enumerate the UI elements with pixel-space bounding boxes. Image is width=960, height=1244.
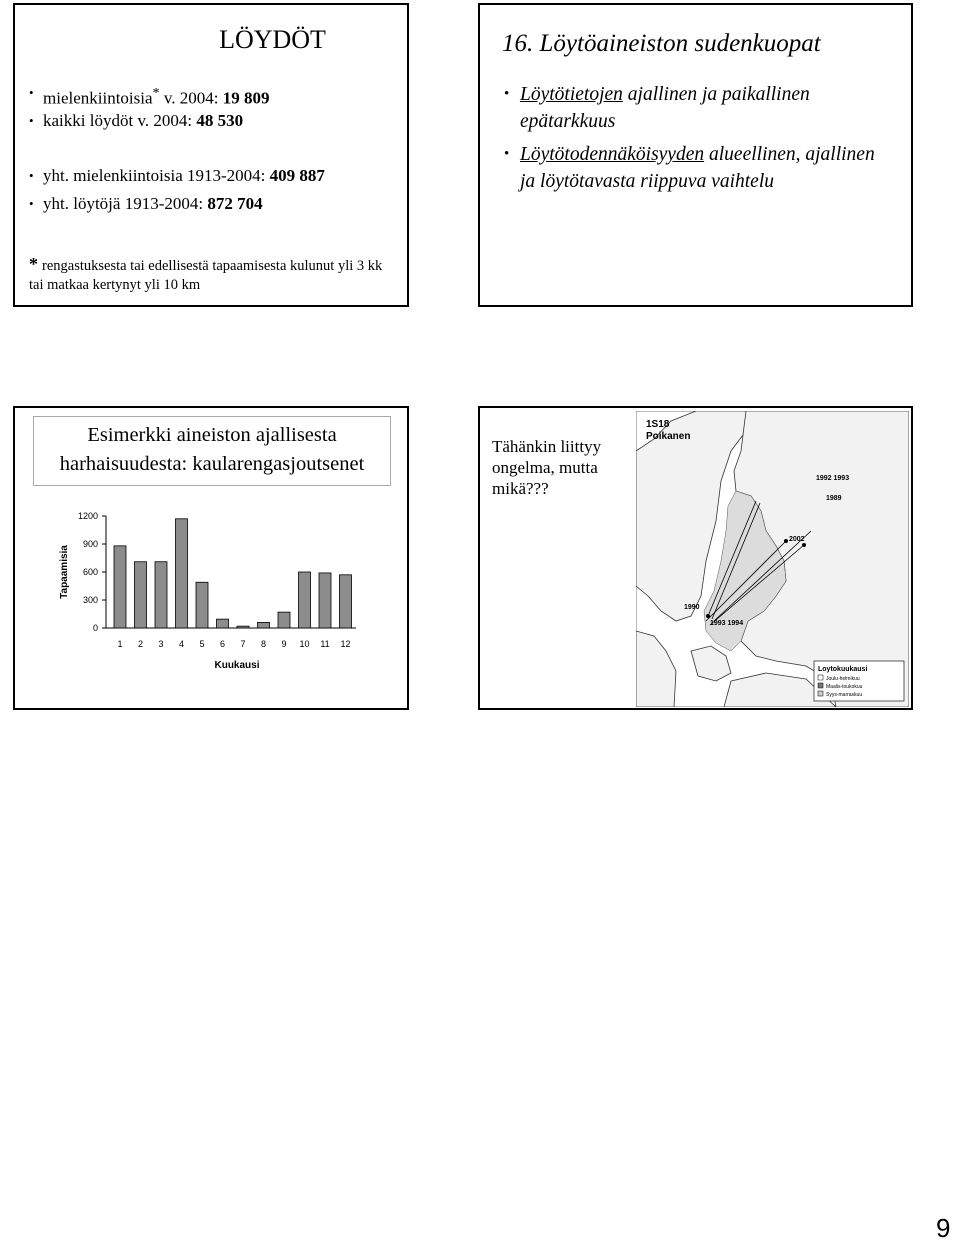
bullet-text: v. 2004: <box>159 88 223 108</box>
bar <box>319 573 331 628</box>
map-title: 1S18 <box>646 419 670 430</box>
text-line: ongelma, mutta <box>492 458 598 477</box>
bar <box>217 619 229 628</box>
slide-title: 16. Löytöaineiston sudenkuopat <box>502 30 821 57</box>
map-subtitle: Poikanen <box>646 431 691 442</box>
bar <box>196 582 208 628</box>
bar <box>237 626 249 628</box>
map-marker <box>706 614 710 618</box>
footnote-star: * <box>152 85 160 101</box>
x-tick-label: 11 <box>320 639 330 649</box>
list-item <box>29 162 325 190</box>
bar <box>299 572 311 628</box>
y-axis-label: Tapaamisia <box>59 545 70 599</box>
y-tick-label: 900 <box>82 539 98 549</box>
bullet-text: ajallinen ja paikallinen epätarkkuus <box>520 84 810 132</box>
text-line: Tähänkin liittyy <box>492 437 602 456</box>
bullet-text: yht. mielenkiintoisia 1913-2004: <box>43 166 270 185</box>
x-tick-label: 9 <box>281 639 287 649</box>
legend-item: Syys-marraskuu <box>826 692 863 698</box>
recovery-map <box>636 411 909 707</box>
slide-title: LÖYDÖT <box>219 25 326 54</box>
bar <box>114 546 126 628</box>
bullet-text: yht. löytöjä 1913-2004: <box>43 194 208 213</box>
y-tick-label: 0 <box>92 623 98 633</box>
y-tick-label: 300 <box>82 595 98 605</box>
bullet-value: 872 704 <box>207 194 263 213</box>
y-tick-label: 600 <box>82 567 98 577</box>
bar <box>155 562 167 628</box>
underlined-term: Löytötietojen <box>520 84 623 105</box>
bar <box>258 622 270 628</box>
year-label: 1990 <box>684 604 700 611</box>
bar <box>176 519 188 628</box>
map-marker <box>802 543 806 547</box>
caption-line: Esimerkki aineiston ajallisesta <box>87 424 337 446</box>
year-label: 1993 1994 <box>710 620 744 627</box>
list-item <box>29 107 325 135</box>
list-item <box>29 79 325 107</box>
list-item <box>504 141 884 195</box>
y-tick-label: 1200 <box>77 511 98 521</box>
list-item <box>29 190 325 218</box>
bar <box>135 562 147 628</box>
bullet-value: 19 809 <box>222 88 270 108</box>
footnote-star: * <box>29 254 38 274</box>
text-line: mikä??? <box>492 479 549 498</box>
slide-pitfalls <box>478 3 913 307</box>
x-tick-label: 6 <box>219 639 226 649</box>
legend-title: Loytokuukausi <box>818 666 868 673</box>
slide-map <box>478 406 913 710</box>
x-tick-label: 8 <box>260 639 267 649</box>
x-tick-label: 1 <box>117 639 123 649</box>
legend-item: Joulu-helmikuu <box>826 676 860 682</box>
footnote-text: rengastuksesta tai edellisestä tapaamisesta kulunut yli 3 kk tai matkaa kertynyt yli 10 km <box>29 258 383 293</box>
x-tick-label: 12 <box>340 639 351 649</box>
bullet-value: 409 887 <box>269 166 325 185</box>
x-tick-label: 2 <box>137 639 144 649</box>
bullet-text: mielenkiintoisia <box>43 88 153 108</box>
legend-item: Maalis-toukokuu <box>826 684 863 690</box>
bullet-value: 48 530 <box>196 111 244 130</box>
page-number: 9 <box>936 1213 951 1243</box>
bar-chart <box>15 408 407 708</box>
bullet-text: kaikki löydöt v. 2004: <box>43 111 197 130</box>
stats-list <box>29 79 325 218</box>
bar <box>340 575 352 628</box>
footnote <box>29 255 399 295</box>
x-tick-label: 10 <box>299 639 310 649</box>
bar <box>278 612 290 628</box>
slide-loydot <box>13 3 409 307</box>
x-tick-label: 7 <box>240 639 246 649</box>
year-label: 1989 <box>826 495 842 502</box>
slide-chart <box>13 406 409 710</box>
question-text <box>492 436 617 499</box>
list-item <box>504 81 884 135</box>
caption-line: harhaisuudesta: kaularengasjoutsenet <box>59 453 365 475</box>
x-tick-label: 4 <box>178 639 185 649</box>
x-tick-label: 3 <box>158 639 164 649</box>
x-tick-label: 5 <box>199 639 205 649</box>
pitfalls-list <box>504 81 884 201</box>
year-label: 2002 <box>789 536 805 543</box>
underlined-term: Löytötodennäköisyyden <box>520 144 705 165</box>
map-marker <box>784 539 788 543</box>
year-label: 1992 1993 <box>816 475 850 482</box>
x-axis-label: Kuukausi <box>214 660 260 671</box>
bullet-text: alueellinen, ajallinen ja löytötavasta riippuva vaihtelu <box>520 144 875 192</box>
